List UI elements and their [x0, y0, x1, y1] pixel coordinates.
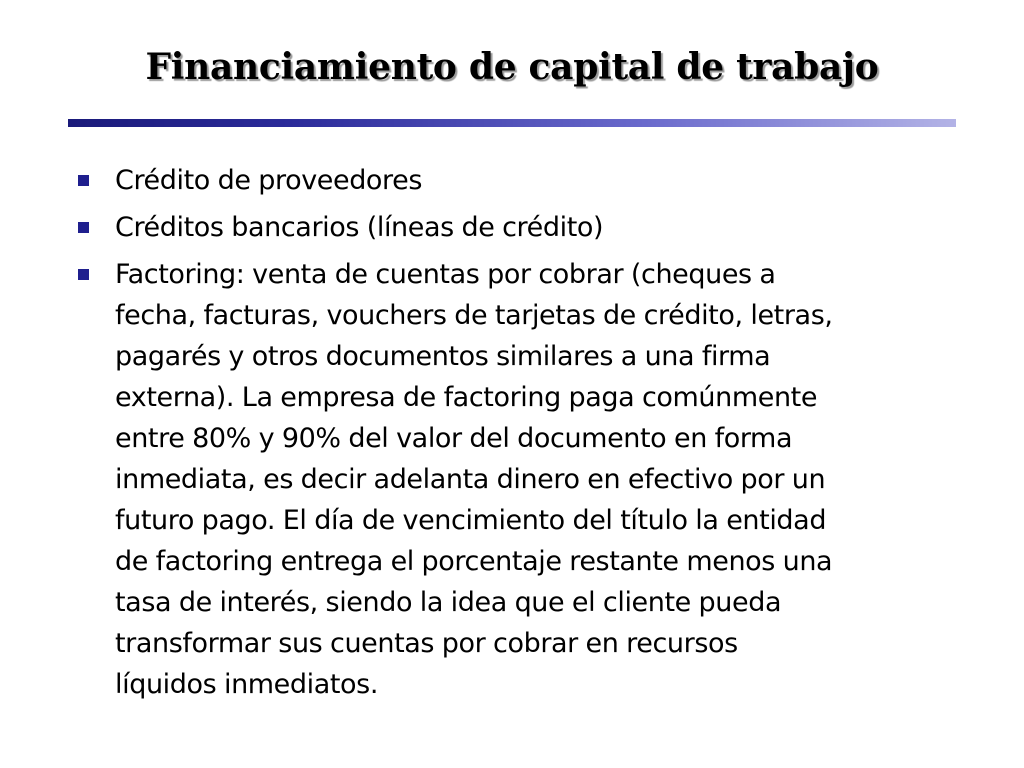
bullet-text-line: transformar sus cuentas por cobrar en recursos	[115, 628, 738, 659]
bullet-text-line: pagarés y otros documentos similares a una firma	[115, 341, 771, 372]
square-bullet-icon	[78, 222, 89, 233]
bullet-text: Crédito de proveedores	[115, 165, 423, 196]
bullet-text-line: futuro pago. El día de vencimiento del título la entidad	[115, 505, 827, 536]
title-underline-rule	[68, 119, 956, 127]
bullet-text-line: de factoring entrega el porcentaje restante menos una	[115, 546, 833, 577]
square-bullet-icon	[78, 269, 89, 280]
bullet-item-supplier-credit	[74, 160, 954, 201]
bullet-text-line: Factoring: venta de cuentas por cobrar (cheques a	[115, 259, 776, 290]
bullet-text-line: externa). La empresa de factoring paga comúnmente	[115, 382, 818, 413]
bullet-text-line: entre 80% y 90% del valor del documento en forma	[115, 423, 793, 454]
bullet-list	[74, 160, 954, 711]
bullet-text: Créditos bancarios (líneas de crédito)	[115, 212, 604, 243]
bullet-text-line: fecha, facturas, vouchers de tarjetas de crédito, letras,	[115, 300, 833, 331]
bullet-item-factoring	[74, 254, 954, 705]
bullet-text	[115, 254, 955, 705]
square-bullet-icon	[78, 175, 89, 186]
bullet-text-line: inmediata, es decir adelanta dinero en efectivo por un	[115, 464, 826, 495]
bullet-text-line: líquidos inmediatos.	[115, 669, 379, 700]
bullet-item-bank-credit	[74, 207, 954, 248]
slide-title: Financiamiento de capital de trabajo	[145, 46, 879, 88]
bullet-text-line: tasa de interés, siendo la idea que el cliente pueda	[115, 587, 782, 618]
